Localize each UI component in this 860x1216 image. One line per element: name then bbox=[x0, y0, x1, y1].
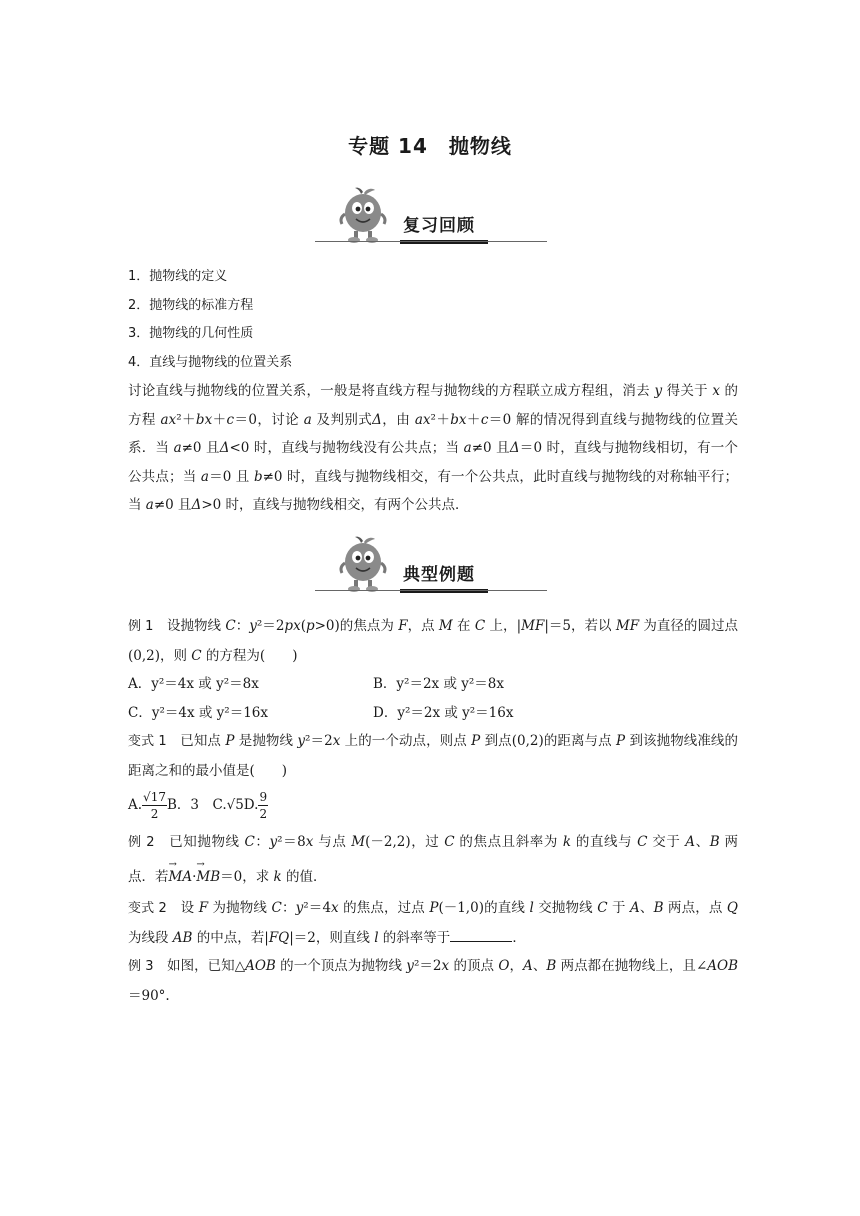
variant-1: 变式 1 已知点 P 是抛物线 y²＝2x 上的一个动点，则点 P 到点(0,2)的距离与点 P 到该抛物线准线的距离之和的最小值是( ) bbox=[128, 733, 738, 779]
option-a: A．y²＝4x 或 y²＝8x bbox=[128, 676, 259, 692]
example-tag: 例 3 bbox=[128, 959, 154, 974]
review-item: 4．直线与抛物线的位置关系 bbox=[128, 354, 293, 370]
review-item: 3．抛物线的几何性质 bbox=[128, 326, 254, 341]
review-item: 2．抛物线的标准方程 bbox=[128, 297, 254, 313]
options-row bbox=[128, 699, 738, 728]
example-tag: 例 1 bbox=[128, 619, 154, 634]
options-row bbox=[128, 670, 738, 699]
section-banner-review bbox=[315, 186, 547, 248]
section-label: 典型例题 bbox=[403, 565, 475, 585]
apple-mascot-icon bbox=[337, 535, 389, 595]
section-label: 复习回顾 bbox=[403, 216, 475, 236]
example-3: 例 3 如图，已知△AOB 的一个顶点为抛物线 y²＝2x 的顶点 O，A、B 两点都在抛物线上，且∠AOB＝90°. bbox=[128, 958, 739, 1004]
variant-tag: 变式 2 bbox=[128, 901, 167, 916]
answer-blank bbox=[450, 927, 512, 942]
option-b: B．y²＝2x 或 y²＝8x bbox=[373, 676, 504, 692]
apple-mascot-icon bbox=[337, 186, 389, 246]
section-rule bbox=[315, 590, 547, 591]
variant-2: 变式 2 设 F 为抛物线 C：y²＝4x 的焦点，过点 P(－1,0)的直线 l 交抛物线 C 于 A、B 两点，点 Q 为线段 AB 的中点，若|FQ|＝2，则直线 l 的斜率等于 ． bbox=[128, 900, 738, 946]
examples-content bbox=[128, 612, 738, 1010]
section-banner-examples bbox=[315, 535, 547, 597]
example-2: 例 2 已知抛物线 C：y²＝8x 与点 M(－2,2)，过 C 的焦点且斜率为 k 的直线与 C 交于 A、B 两点．若→ MA·→ MB＝0，求 k 的值． bbox=[128, 825, 738, 894]
example-tag: 例 2 bbox=[128, 835, 155, 850]
variant-1-options: A. $\frac{√17}{2}$ B．3 C.√5D. $\frac{9}{2}$ bbox=[128, 790, 268, 821]
variant-tag: 变式 1 bbox=[128, 734, 167, 749]
review-content bbox=[128, 263, 738, 520]
section-rule bbox=[315, 241, 547, 242]
review-paragraph: 讨论直线与抛物线的位置关系，一般是将直线方程与抛物线的方程联立成方程组，消去 y 得关于 x 的方程 ax²＋bx＋c＝0，讨论 a 及判别式Δ，由 ax²＋bx＋c＝0 解的情况得到直线与抛物线的位置关系．当 a≠0 且Δ<0 时，直线与抛物线没有公共点；当 a≠0 且Δ＝0 时，直线与抛物线相切，有一个公共点；当 a＝0 且 b≠0 时，直线与抛物线相交，有一个公共点，此时直线与抛物线的对称轴平行；当 a≠0 且Δ>0 时，直线与抛物线相交，有两个公共点． bbox=[128, 383, 739, 513]
page-title: 专题 14 抛物线 bbox=[348, 134, 512, 158]
review-item: 1．抛物线的定义 bbox=[128, 269, 228, 284]
example-1: 例 1 设抛物线 C：y²＝2px(p>0)的焦点为 F，点 M 在 C 上，|MF|＝5，若以 MF 为直径的圆过点(0,2)，则 C 的方程为( ) bbox=[128, 618, 738, 664]
option-d: D．y²＝2x 或 y²＝16x bbox=[373, 704, 514, 721]
option-c: C．y²＝4x 或 y²＝16x bbox=[128, 704, 268, 721]
